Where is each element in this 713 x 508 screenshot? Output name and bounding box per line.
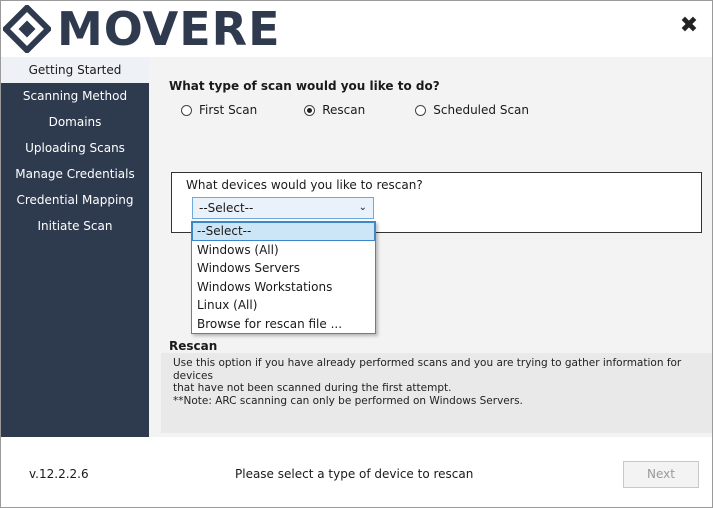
- radio-first-scan[interactable]: [181, 103, 257, 117]
- sidebar: [1, 57, 149, 437]
- radio-label: First Scan: [199, 103, 258, 117]
- radio-label: Rescan: [322, 103, 366, 117]
- radio-checked-icon: [304, 105, 315, 116]
- info-note: **Note: ARC scanning can only be performed on Windows Servers.: [173, 394, 523, 407]
- info-line: Use this option if you have already performed scans and you are trying to gather information for devices: [173, 357, 682, 382]
- dropdown-option-windows-workstations[interactable]: Windows Workstations: [197, 279, 333, 294]
- dropdown-option-select[interactable]: --Select--: [192, 222, 375, 241]
- sidebar-item-domains[interactable]: Domains: [48, 115, 102, 129]
- movere-diamond-icon: [3, 5, 51, 53]
- version-label: v.12.2.2.6: [29, 467, 89, 481]
- info-panel: [161, 353, 712, 433]
- dropdown-option-windows-all[interactable]: Windows (All): [197, 242, 279, 257]
- info-line: that have not been scanned during the first attempt.: [173, 382, 452, 394]
- sidebar-item-manage-credentials[interactable]: Manage Credentials: [15, 167, 135, 181]
- radio-rescan[interactable]: [304, 103, 365, 117]
- status-message: Please select a type of device to rescan: [235, 467, 474, 481]
- dropdown-option-browse-rescan-file[interactable]: Browse for rescan file ...: [197, 316, 343, 331]
- select-value: --Select--: [199, 201, 254, 215]
- movere-logo: [3, 2, 281, 56]
- sidebar-item-credential-mapping[interactable]: Credential Mapping: [16, 193, 134, 207]
- sidebar-item-getting-started[interactable]: Getting Started: [1, 57, 149, 83]
- dropdown-option-windows-servers[interactable]: Windows Servers: [197, 261, 300, 276]
- close-button[interactable]: [678, 13, 700, 37]
- sidebar-item-uploading-scans[interactable]: Uploading Scans: [25, 141, 125, 155]
- device-type-dropdown-list: [191, 221, 376, 334]
- radio-scheduled-scan[interactable]: [415, 103, 529, 117]
- scan-type-radio-group: [181, 103, 529, 117]
- info-title: Rescan: [169, 339, 218, 353]
- next-button[interactable]: Next: [623, 461, 699, 488]
- logo-text: MOVERE: [57, 2, 281, 56]
- device-type-select[interactable]: [192, 197, 374, 219]
- devices-question: What devices would you like to rescan?: [186, 178, 423, 192]
- close-icon: ✖: [679, 12, 699, 38]
- radio-label: Scheduled Scan: [433, 103, 529, 117]
- main-panel: [149, 57, 712, 437]
- sidebar-item-scanning-method[interactable]: Scanning Method: [22, 89, 128, 103]
- chevron-down-icon: ⌄: [358, 202, 367, 213]
- radio-circle-icon: [181, 105, 192, 116]
- sidebar-item-initiate-scan[interactable]: Initiate Scan: [37, 219, 113, 233]
- scan-type-question: What type of scan would you like to do?: [169, 79, 440, 93]
- radio-circle-icon: [415, 105, 426, 116]
- dropdown-option-linux-all[interactable]: Linux (All): [197, 298, 258, 313]
